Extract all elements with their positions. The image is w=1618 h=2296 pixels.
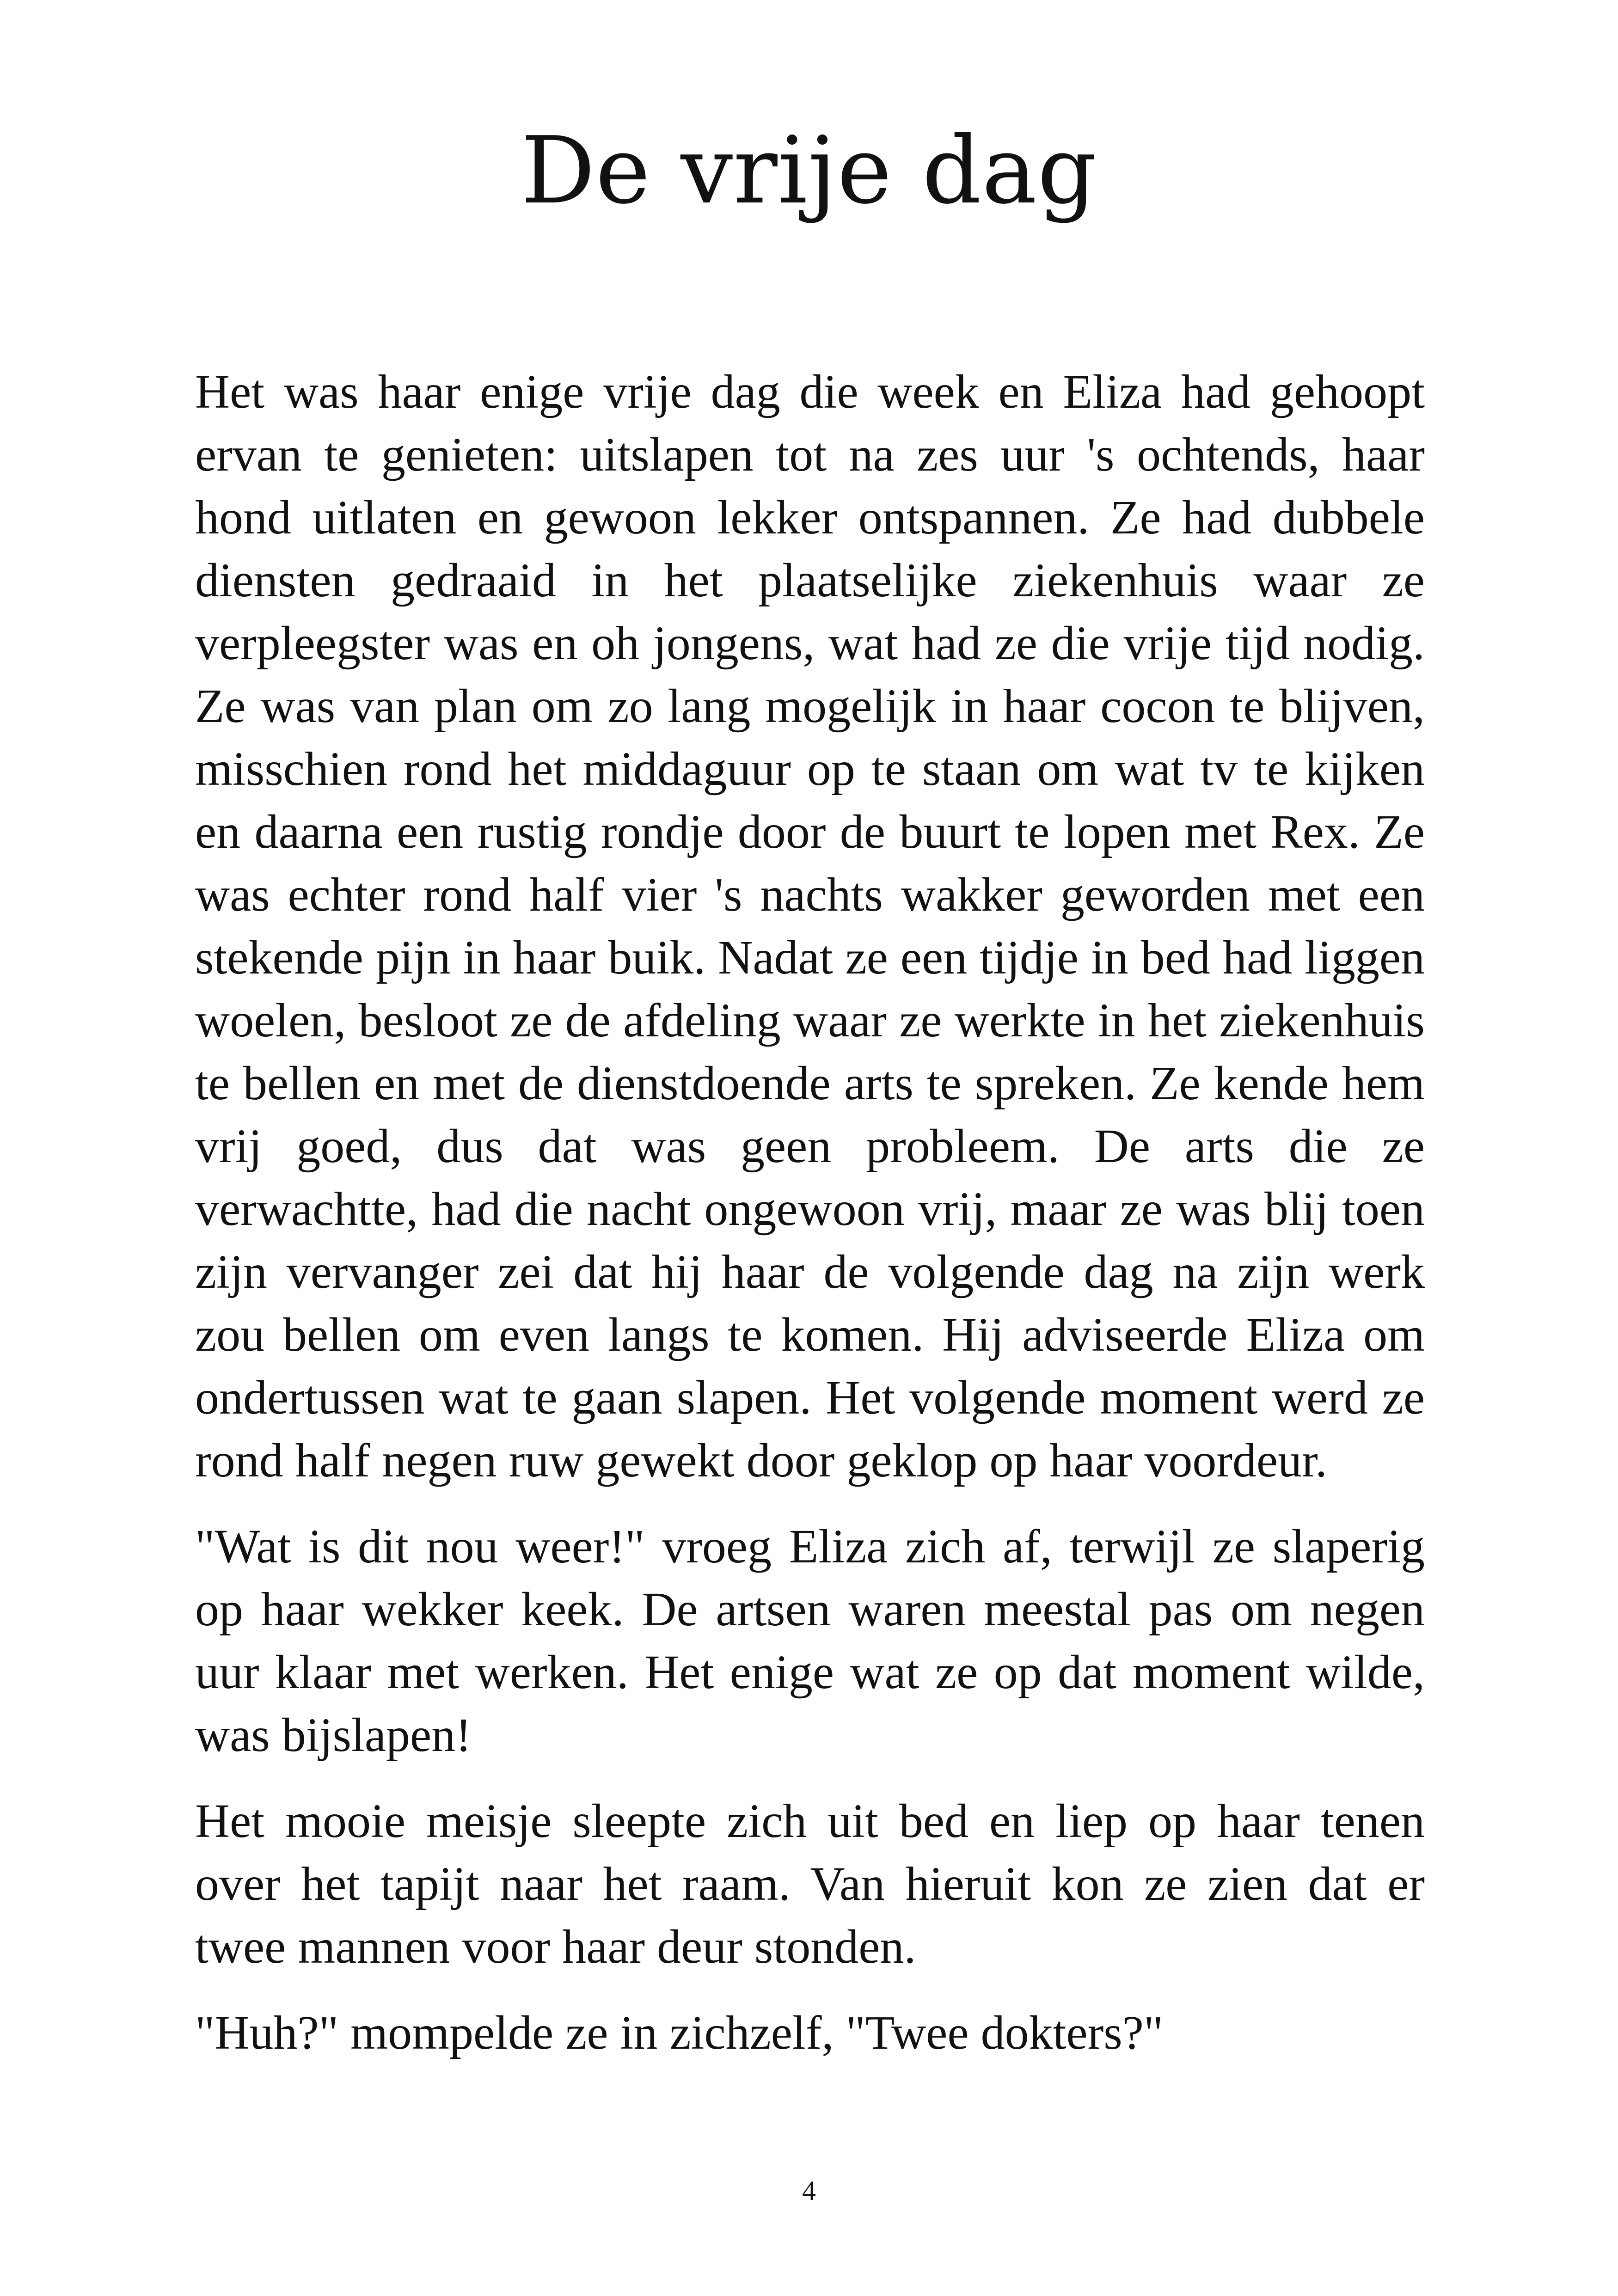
chapter-title: De vrije dag	[521, 117, 1097, 225]
paragraph: "Huh?" mompelde ze in zichzelf, "Twee dokters?"	[195, 2006, 1164, 2059]
page-number: 4	[802, 2175, 816, 2206]
paragraph: "Wat is dit nou weer!" vroeg Eliza zich af, terwijl ze slaperig op haar wekker keek. De artsen waren meestal pas om negen uur klaar met werken. Het enige wat ze op dat moment wilde, was bijslapen!	[195, 1520, 1425, 1762]
paragraph: Het was haar enige vrije dag die week en Eliza had gehoopt ervan te genieten: uitslapen tot na zes uur 's ochtends, haar hond uitlaten en gewoon lekker ontspannen. Ze had dubbele diensten gedraaid in het plaatselijke ziekenhuis waar ze verpleegster was en oh jongens, wat had ze die vrije tijd nodig. Ze was van plan om zo lang mogelijk in haar cocon te blijven, misschien rond het middaguur op te staan om wat tv te kijken en daarna een rustig rondje door de buurt te lopen met Rex. Ze was echter rond half vier 's nachts wakker geworden met een stekende pijn in haar buik. Nadat ze een tijdje in bed had liggen woelen, besloot ze de afdeling waar ze werkte in het ziekenhuis te bellen en met de dienstdoende arts te spreken. Ze kende hem vrij goed, dus dat was geen probleem. De arts die ze verwachtte, had die nacht ongewoon vrij, maar ze was blij toen zijn vervanger zei dat hij haar de volgende dag na zijn werk zou bellen om even langs te komen. Hij adviseerde Eliza om ondertussen wat te gaan slapen. Het volgende moment werd ze rond half negen ruw gewekt door geklop op haar voordeur.	[195, 365, 1425, 1487]
paragraph: Het mooie meisje sleepte zich uit bed en liep op haar tenen over het tapijt naar het raam. Van hieruit kon ze zien dat er twee mannen voor haar deur stonden.	[195, 1794, 1425, 1973]
chapter-body	[195, 361, 1425, 2088]
